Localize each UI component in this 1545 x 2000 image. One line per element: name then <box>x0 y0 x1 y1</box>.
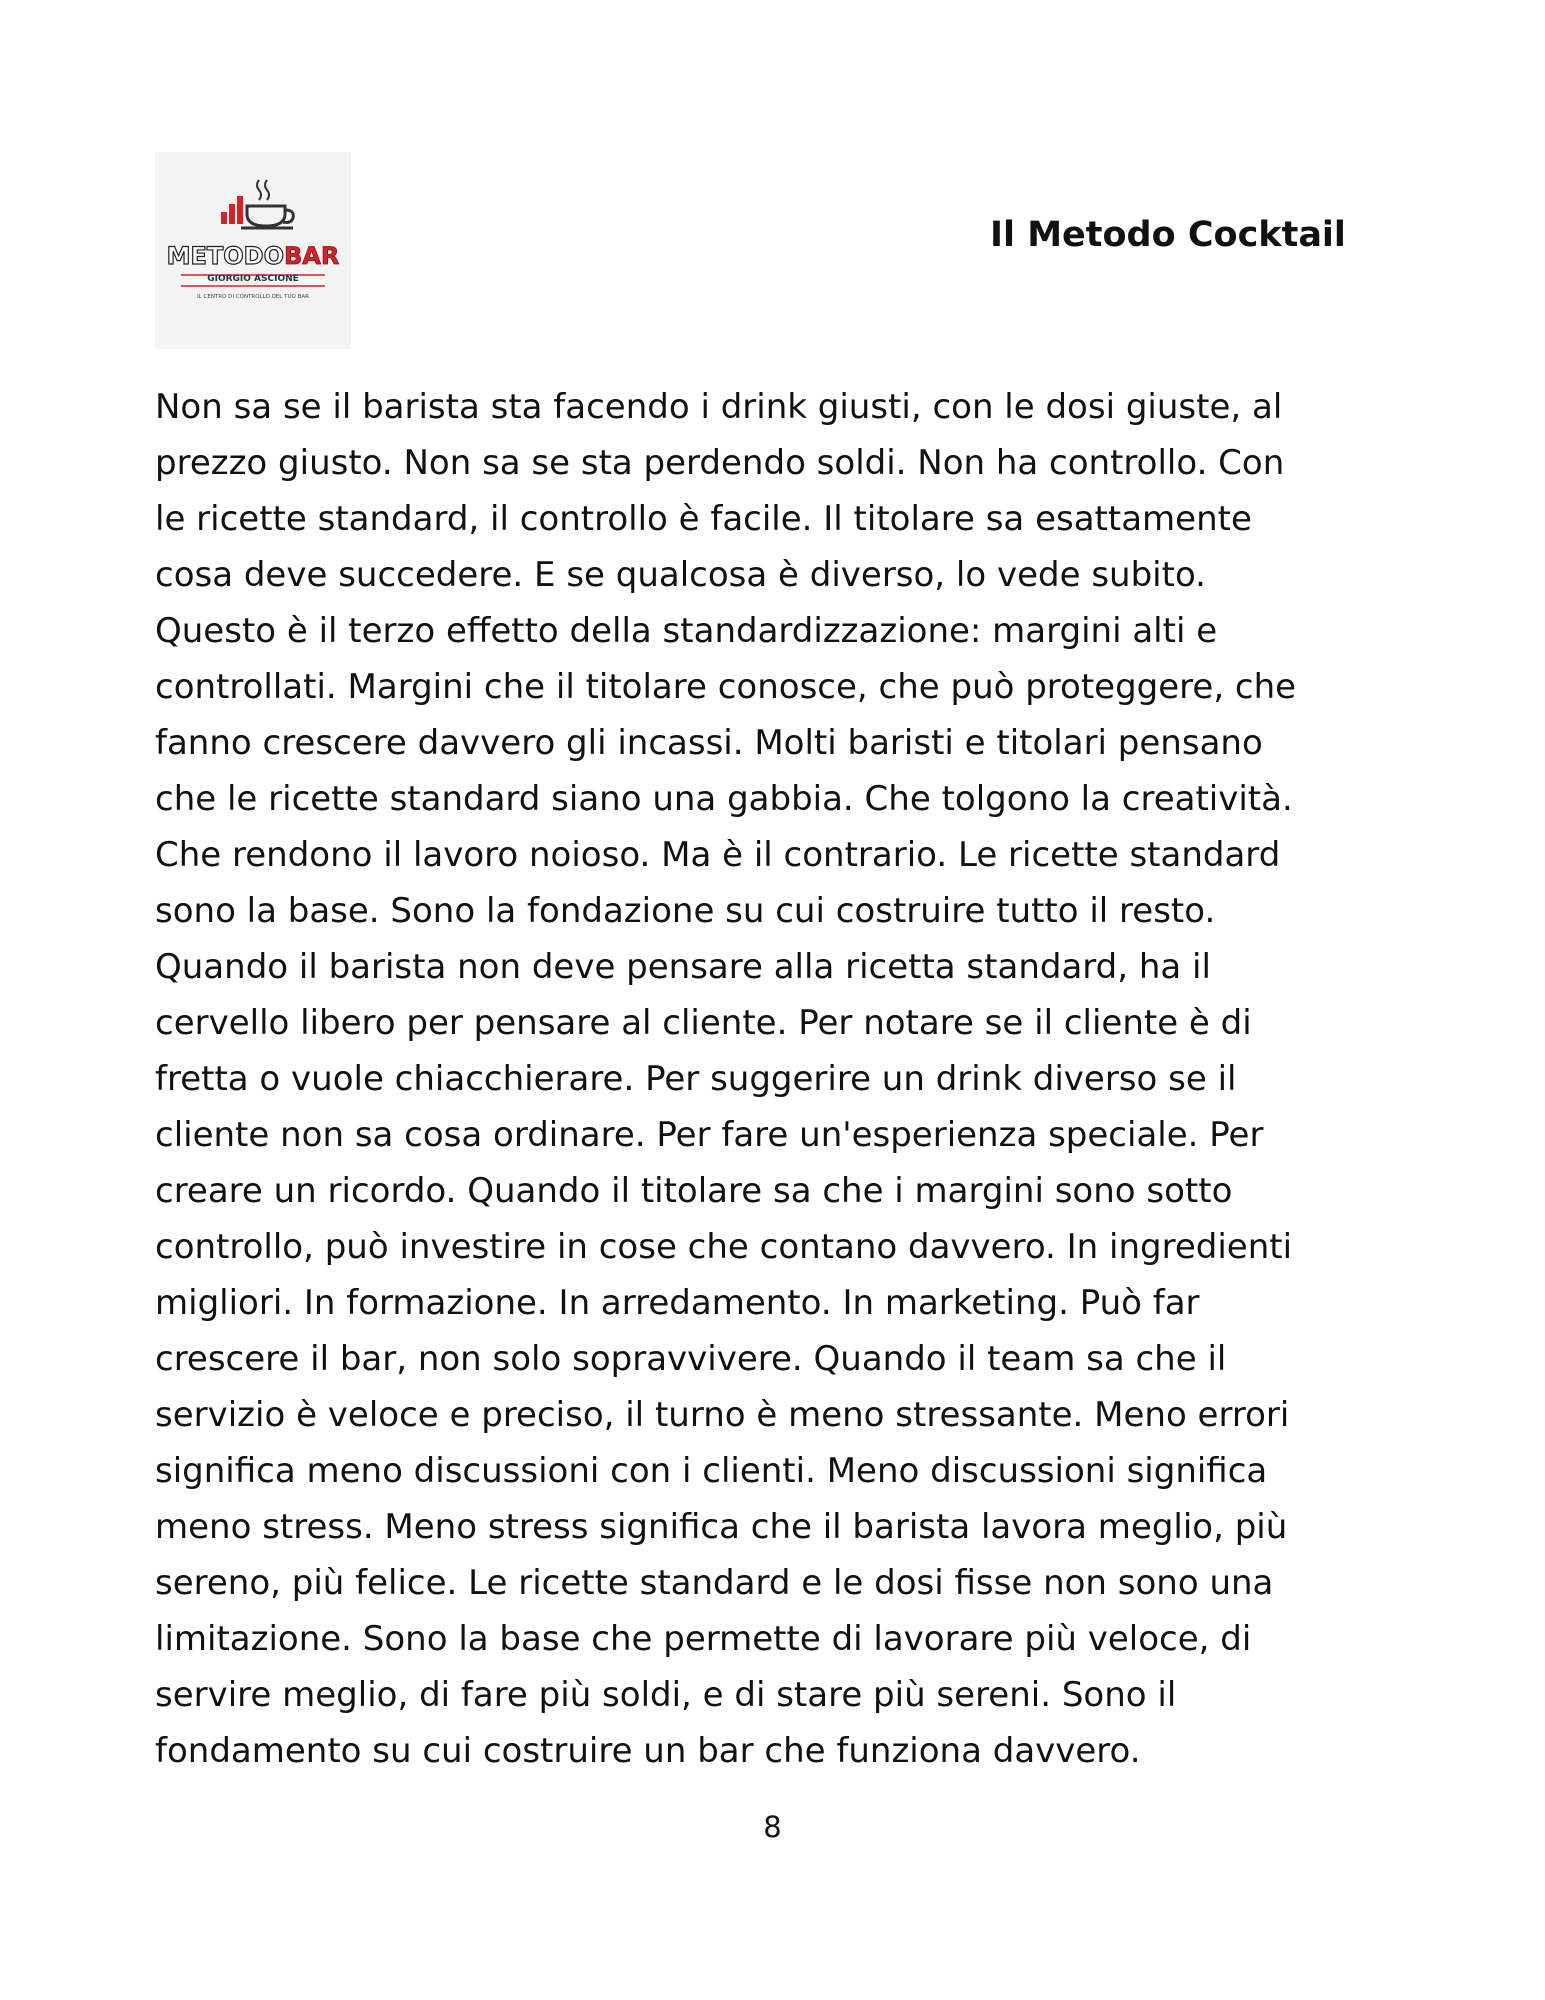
text-line: crescere il bar, non solo sopravvivere. Quando il team sa che il <box>155 1339 1227 1379</box>
text-line: le ricette standard, il controllo è facile. Il titolare sa esattamente <box>155 499 1252 539</box>
text-line: cervello libero per pensare al cliente. Per notare se il cliente è di <box>155 1003 1252 1043</box>
logo-author-text: GIORGIO ASCIONE <box>207 274 299 284</box>
text-line: servire meglio, di fare più soldi, e di stare più sereni. Sono il <box>155 1675 1177 1715</box>
logo-tagline-text: IL CENTRO DI CONTROLLO DEL TUO BAR <box>197 294 309 300</box>
text-line: fondamento su cui costruire un bar che funziona davvero. <box>155 1731 1141 1771</box>
text-line: cliente non sa cosa ordinare. Per fare un'esperienza speciale. Per <box>155 1115 1264 1155</box>
text-line: Quando il barista non deve pensare alla ricetta standard, ha il <box>155 947 1211 987</box>
text-line: fretta o vuole chiacchierare. Per suggerire un drink diverso se il <box>155 1059 1237 1099</box>
text-line: meno stress. Meno stress significa che il barista lavora meglio, più <box>155 1507 1288 1547</box>
coffee-cup-icon <box>241 180 293 228</box>
document-title: Il Metodo Cocktail <box>990 215 1346 255</box>
text-line: controllati. Margini che il titolare conosce, che può proteggere, che <box>155 667 1297 707</box>
text-line: fanno crescere davvero gli incassi. Molti baristi e titolari pensano <box>155 723 1263 763</box>
text-line: migliori. In formazione. In arredamento. In marketing. Può far <box>155 1283 1200 1323</box>
text-line: significa meno discussioni con i clienti. Meno discussioni significa <box>155 1451 1268 1491</box>
text-line: Non sa se il barista sta facendo i drink giusti, con le dosi giuste, al <box>155 387 1283 427</box>
text-line: sereno, più felice. Le ricette standard e le dosi fisse non sono una <box>155 1563 1274 1603</box>
page-number: 8 <box>763 1810 782 1844</box>
bar-chart-icon <box>221 196 243 224</box>
text-line: controllo, può investire in cose che contano davvero. In ingredienti <box>155 1227 1293 1267</box>
logo-brand-text: METODOBAR <box>166 242 340 270</box>
text-line: Questo è il terzo effetto della standardizzazione: margini alti e <box>155 611 1218 651</box>
text-line: limitazione. Sono la base che permette di lavorare più veloce, di <box>155 1619 1252 1659</box>
metodo-bar-logo <box>155 152 351 349</box>
text-line: che le ricette standard siano una gabbia. Che tolgono la creatività. <box>155 779 1293 819</box>
text-line: cosa deve succedere. E se qualcosa è diverso, lo vede subito. <box>155 555 1206 595</box>
text-line: sono la base. Sono la fondazione su cui costruire tutto il resto. <box>155 891 1216 931</box>
text-line: prezzo giusto. Non sa se sta perdendo soldi. Non ha controllo. Con <box>155 443 1285 483</box>
text-line: creare un ricordo. Quando il titolare sa che i margini sono sotto <box>155 1171 1233 1211</box>
text-line: servizio è veloce e preciso, il turno è meno stressante. Meno errori <box>155 1395 1290 1435</box>
text-line: Che rendono il lavoro noioso. Ma è il contrario. Le ricette standard <box>155 835 1281 875</box>
body-paragraph <box>155 379 1395 1779</box>
